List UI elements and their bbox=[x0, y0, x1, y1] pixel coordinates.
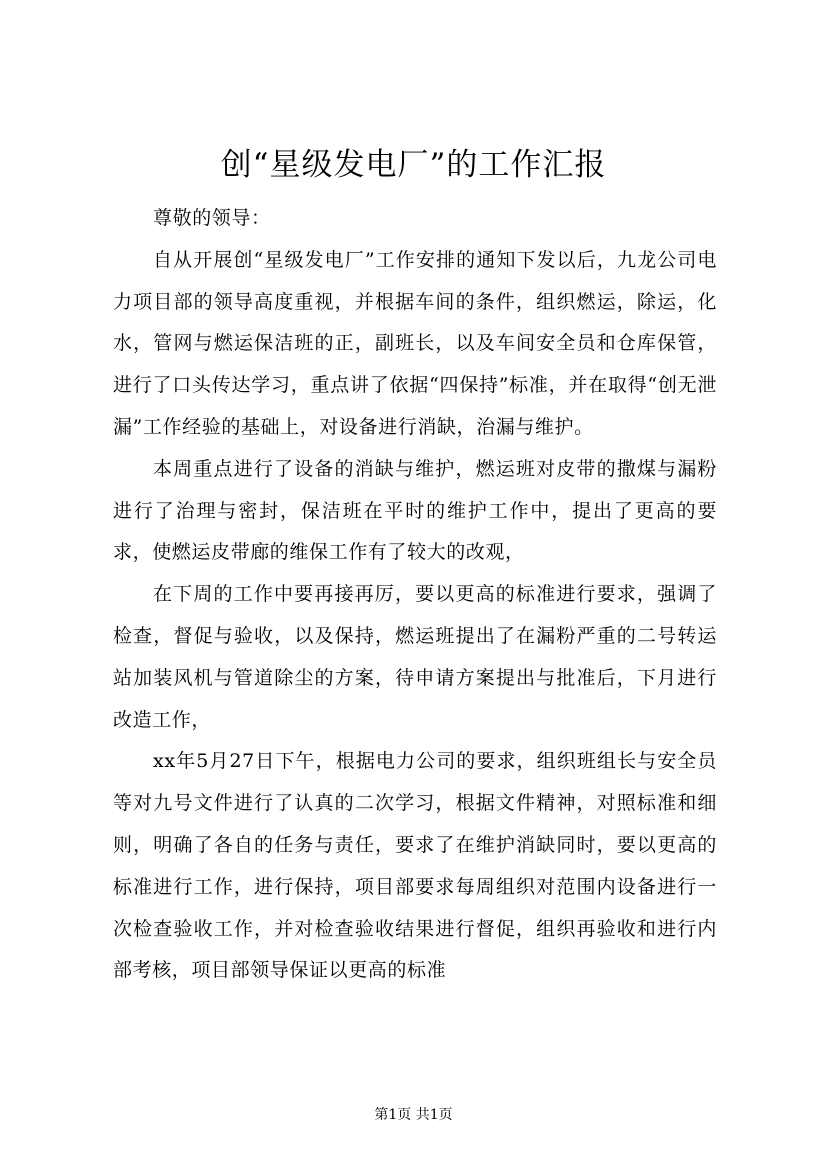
page-footer: 第1页 共1页 bbox=[374, 1107, 453, 1123]
document-body bbox=[113, 198, 717, 992]
paragraph-3: 在下周的工作中要再接再厉，要以更高的标准进行要求，强调了检查，督促与验收，以及保持，燃运班提出了在漏粉严重的二号转运站加装风机与管道除尘的方案，待申请方案提出与批准后，下月进行改造工作， bbox=[113, 583, 717, 731]
salutation: 尊敬的领导： bbox=[153, 207, 271, 229]
paragraph-1: 自从开展创“星级发电厂”工作安排的通知下发以后，九龙公司电力项目部的领导高度重视，并根据车间的条件，组织燃运，除运，化水，管网与燃运保洁班的正，副班长，以及车间安全员和仓库保管，进行了口头传达学习，重点讲了依据“四保持”标准，并在取得“创无泄漏”工作经验的基础上，对设备进行消缺，治漏与维护。 bbox=[113, 248, 717, 438]
paragraph-2: 本周重点进行了设备的消缺与维护，燃运班对皮带的撒煤与漏粉进行了治理与密封，保洁班在平时的维护工作中，提出了更高的要求，使燃运皮带廊的维保工作有了较大的改观， bbox=[113, 457, 717, 564]
document-title: 创“星级发电厂”的工作汇报 bbox=[220, 147, 607, 183]
paragraph-4: xx年5月27日下午，根据电力公司的要求，组织班组长与安全员等对九号文件进行了认真的二次学习，根据文件精神，对照标准和细则，明确了各自的任务与责任，要求了在维护消缺同时，要以更高的标准进行工作，进行保持，项目部要求每周组织对范围内设备进行一次检查验收工作，并对检查验收结果进行督促，组织再验收和进行内部考核，项目部领导保证以更高的标准 bbox=[113, 750, 717, 982]
